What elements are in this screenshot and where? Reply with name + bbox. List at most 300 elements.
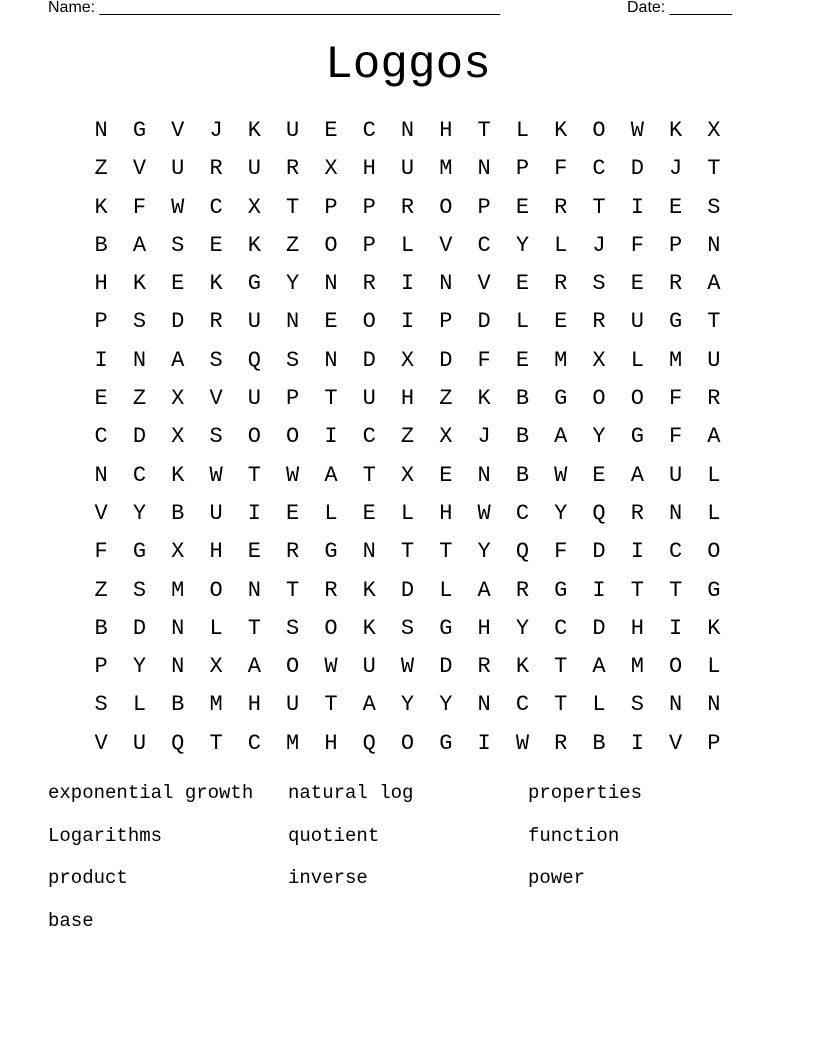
grid-letter: C	[554, 615, 568, 641]
grid-letter: O	[707, 539, 721, 565]
grid-letter: R	[477, 654, 491, 680]
word-bank-item: inverse	[288, 867, 368, 889]
grid-letter: X	[247, 194, 261, 220]
grid-letter: E	[592, 462, 606, 488]
grid-letter: Q	[592, 500, 606, 526]
grid-letter: F	[554, 156, 568, 182]
grid-letter: G	[132, 539, 147, 565]
grid-letter: F	[94, 539, 108, 565]
grid-letter: K	[362, 615, 376, 641]
grid-letter: B	[94, 232, 108, 258]
grid-letter: G	[669, 309, 683, 335]
grid-letter: R	[630, 500, 644, 526]
grid-letter: B	[515, 462, 530, 488]
word-bank-item: properties	[528, 782, 643, 804]
puzzle-title: Loggos	[325, 39, 491, 91]
grid-letter: A	[324, 462, 338, 488]
grid-letter: W	[630, 118, 644, 143]
grid-letter: E	[439, 462, 453, 488]
grid-letter: K	[132, 271, 147, 297]
grid-letter: J	[209, 118, 223, 143]
grid-letter: E	[94, 386, 108, 412]
grid-letter: A	[362, 692, 376, 718]
grid-letter: I	[400, 271, 415, 297]
grid-letter: E	[171, 271, 185, 297]
grid-letter: J	[592, 232, 606, 258]
grid-letter: Y	[477, 539, 491, 565]
grid-letter: O	[669, 654, 683, 680]
grid-letter: R	[400, 194, 415, 220]
grid-letter: Y	[592, 424, 606, 450]
grid-letter: B	[515, 424, 530, 450]
grid-letter: X	[324, 156, 338, 182]
grid-letter: Q	[247, 347, 261, 373]
grid-letter: K	[515, 654, 530, 680]
grid-letter: U	[400, 156, 415, 182]
grid-letter: G	[247, 271, 261, 297]
grid-letter: C	[132, 462, 147, 488]
grid-letter: D	[171, 309, 185, 335]
grid-letter: I	[669, 615, 683, 641]
grid-letter: A	[707, 424, 721, 450]
grid-letter: V	[94, 730, 108, 756]
grid-letter: N	[362, 539, 376, 565]
grid-letter: T	[362, 462, 376, 488]
grid-letter: T	[247, 615, 261, 641]
grid-letter: K	[94, 194, 108, 220]
grid-letter: U	[707, 347, 721, 373]
grid-letter: R	[286, 156, 300, 182]
grid-letter: H	[439, 118, 453, 143]
grid-letter: O	[324, 232, 338, 258]
date-field-label: Date: _______	[627, 0, 732, 16]
grid-letter: K	[362, 577, 376, 603]
grid-letter: D	[477, 309, 491, 335]
grid-letter: H	[439, 500, 453, 526]
grid-letter: P	[286, 386, 300, 412]
grid-letter: O	[592, 386, 606, 412]
grid-letter: N	[477, 692, 491, 718]
grid-letter: F	[554, 539, 568, 565]
grid-letter: E	[286, 500, 300, 526]
grid-letter: O	[209, 577, 223, 603]
grid-letter: A	[247, 654, 261, 680]
grid-letter: S	[209, 347, 223, 373]
grid-letter: H	[209, 539, 223, 565]
grid-letter: I	[400, 309, 415, 335]
grid-letter: P	[94, 654, 108, 680]
grid-letter: U	[669, 462, 683, 488]
grid-letter: S	[707, 194, 721, 220]
grid-letter: Y	[132, 500, 147, 526]
grid-letter: R	[707, 386, 721, 412]
grid-letter: X	[439, 424, 453, 450]
grid-letter: S	[171, 232, 185, 258]
grid-letter: B	[171, 500, 185, 526]
grid-letter: T	[477, 118, 491, 143]
grid-letter: L	[439, 577, 453, 603]
grid-letter: I	[630, 730, 644, 756]
grid-letter: K	[477, 386, 491, 412]
grid-letter: K	[247, 118, 261, 143]
grid-letter: U	[132, 730, 147, 756]
grid-letter: V	[669, 730, 683, 756]
grid-letter: D	[400, 577, 415, 603]
grid-letter: S	[209, 424, 223, 450]
grid-letter: Y	[515, 615, 530, 641]
grid-letter: N	[707, 232, 721, 258]
grid-letter: N	[286, 309, 300, 335]
word-bank-item: function	[528, 824, 620, 847]
grid-letter: R	[324, 577, 338, 603]
grid-letter: P	[439, 309, 453, 335]
grid-letter: F	[669, 424, 683, 450]
word-bank-item: quotient	[288, 824, 380, 847]
grid-letter: Q	[515, 539, 530, 565]
grid-letter: I	[324, 424, 338, 450]
grid-letter: S	[286, 615, 300, 641]
grid-letter: R	[209, 156, 223, 182]
grid-letter: O	[630, 386, 644, 412]
grid-letter: T	[209, 730, 223, 756]
grid-letter: T	[669, 577, 683, 603]
grid-letter: T	[630, 577, 644, 603]
grid-letter: C	[669, 539, 683, 565]
grid-letter: S	[132, 309, 147, 335]
grid-letter: D	[630, 156, 644, 182]
grid-letter: C	[515, 692, 530, 718]
grid-letter: T	[286, 577, 300, 603]
grid-letter: P	[669, 232, 683, 258]
grid-letter: Z	[286, 232, 300, 258]
word-bank-item: base	[48, 909, 94, 932]
grid-letter: W	[286, 462, 300, 488]
grid-letter: N	[324, 271, 338, 297]
grid-letter: W	[171, 194, 185, 220]
grid-letter: T	[324, 386, 338, 412]
grid-letter: Z	[400, 424, 415, 450]
grid-letter: F	[669, 386, 683, 412]
grid-letter: K	[554, 118, 568, 143]
grid-letter: E	[247, 539, 261, 565]
grid-letter: M	[171, 577, 185, 603]
grid-letter: D	[439, 654, 453, 680]
grid-letter: D	[132, 615, 147, 641]
grid-letter: G	[554, 386, 568, 412]
grid-letter: I	[630, 539, 644, 565]
grid-letter: D	[592, 615, 606, 641]
grid-letter: C	[515, 500, 530, 526]
word-bank-item: natural log	[288, 782, 414, 804]
grid-letter: E	[515, 194, 530, 220]
word-bank-item: power	[528, 867, 586, 889]
grid-letter: S	[94, 692, 108, 718]
grid-letter: L	[209, 615, 223, 641]
grid-letter: H	[94, 271, 108, 297]
grid-letter: X	[400, 347, 415, 373]
grid-letter: K	[669, 118, 683, 143]
grid-letter: T	[439, 539, 453, 565]
grid-letter: T	[554, 692, 568, 718]
grid-letter: D	[439, 347, 453, 373]
grid-letter: L	[707, 654, 721, 680]
word-bank-item: Logarithms	[48, 824, 163, 847]
grid-letter: M	[439, 156, 453, 182]
grid-letter: P	[362, 232, 376, 258]
grid-letter: L	[400, 500, 415, 526]
grid-letter: E	[515, 347, 530, 373]
grid-letter: A	[630, 462, 644, 488]
grid-letter: M	[669, 347, 683, 373]
grid-letter: P	[94, 309, 108, 335]
grid-letter: B	[171, 692, 185, 718]
grid-letter: M	[286, 730, 300, 756]
grid-letter: P	[707, 730, 721, 756]
grid-letter: R	[554, 730, 568, 756]
grid-letter: E	[630, 271, 644, 297]
grid-letter: E	[209, 232, 223, 258]
grid-letter: M	[209, 692, 223, 718]
grid-letter: G	[554, 577, 568, 603]
grid-letter: N	[669, 500, 683, 526]
grid-letter: S	[592, 271, 606, 297]
grid-letter: T	[286, 194, 300, 220]
grid-letter: N	[669, 692, 683, 718]
grid-letter: C	[247, 730, 261, 756]
grid-letter: U	[630, 309, 644, 335]
grid-letter: E	[324, 309, 338, 335]
grid-letter: U	[362, 386, 376, 412]
grid-letter: O	[247, 424, 261, 450]
grid-letter: Z	[439, 386, 453, 412]
grid-letter: D	[132, 424, 147, 450]
grid-letter: R	[286, 539, 300, 565]
grid-letter: B	[94, 615, 108, 641]
grid-letter: U	[171, 156, 185, 182]
grid-letter: K	[247, 232, 261, 258]
grid-letter: H	[630, 615, 644, 641]
grid-letter: O	[592, 118, 606, 143]
grid-letter: A	[477, 577, 491, 603]
grid-letter: I	[592, 577, 606, 603]
grid-letter: L	[707, 500, 721, 526]
grid-letter: N	[94, 118, 108, 143]
grid-letter: C	[362, 424, 376, 450]
grid-letter: V	[94, 500, 108, 526]
grid-letter: G	[324, 539, 338, 565]
grid-letter: G	[707, 577, 721, 603]
grid-letter: H	[400, 386, 415, 412]
grid-letter: E	[324, 118, 338, 143]
grid-letter: N	[439, 271, 453, 297]
grid-letter: V	[171, 118, 185, 143]
grid-letter: C	[209, 194, 223, 220]
grid-letter: N	[94, 462, 108, 488]
grid-letter: M	[554, 347, 568, 373]
grid-letter: A	[171, 347, 185, 373]
grid-letter: R	[554, 271, 568, 297]
grid-letter: W	[324, 654, 338, 680]
grid-letter: Y	[515, 232, 530, 258]
grid-letter: R	[554, 194, 568, 220]
header	[48, 0, 748, 20]
grid-letter: T	[324, 692, 338, 718]
name-field-label: Name: _____________________________________________	[48, 0, 500, 16]
grid-letter: A	[707, 271, 721, 297]
grid-letter: G	[439, 615, 453, 641]
grid-letter: R	[209, 309, 223, 335]
grid-letter: X	[400, 462, 415, 488]
grid-letter: Q	[171, 730, 185, 756]
grid-letter: O	[286, 424, 300, 450]
grid-letter: M	[630, 654, 644, 680]
grid-letter: U	[286, 692, 300, 718]
grid-letter: N	[132, 347, 147, 373]
grid-letter: L	[515, 118, 530, 143]
grid-letter: Y	[400, 692, 415, 718]
grid-letter: I	[247, 500, 261, 526]
grid-letter: I	[477, 730, 491, 756]
grid-letter: L	[630, 347, 644, 373]
grid-letter: X	[171, 424, 185, 450]
grid-letter: L	[132, 692, 147, 718]
grid-letter: E	[362, 500, 376, 526]
grid-letter: P	[515, 156, 530, 182]
grid-letter: H	[324, 730, 338, 756]
grid-letter: N	[247, 577, 261, 603]
grid-letter: Z	[94, 577, 108, 603]
grid-letter: X	[707, 118, 721, 143]
grid-letter: F	[132, 194, 147, 220]
grid-letter: O	[400, 730, 415, 756]
grid-letter: K	[707, 615, 721, 641]
grid-letter: V	[132, 156, 147, 182]
grid-letter: Q	[362, 730, 376, 756]
grid-letter: H	[362, 156, 376, 182]
grid-letter: H	[477, 615, 491, 641]
grid-letter: U	[247, 309, 261, 335]
grid-letter: Y	[286, 271, 300, 297]
grid-letter: E	[554, 309, 568, 335]
grid-letter: R	[592, 309, 606, 335]
grid-letter: S	[400, 615, 415, 641]
grid-letter: E	[515, 271, 530, 297]
grid-letter: W	[477, 500, 491, 526]
grid-letter: N	[477, 462, 491, 488]
grid-letter: W	[209, 462, 223, 488]
grid-letter: O	[362, 309, 376, 335]
grid-letter: L	[592, 692, 606, 718]
grid-letter: O	[286, 654, 300, 680]
grid-letter: N	[477, 156, 491, 182]
grid-letter: G	[630, 424, 644, 450]
grid-letter: C	[94, 424, 108, 450]
grid-letter: V	[477, 271, 491, 297]
grid-letter: O	[324, 615, 338, 641]
grid-letter: G	[132, 118, 147, 143]
grid-letter: R	[515, 577, 530, 603]
grid-letter: I	[630, 194, 644, 220]
word-bank-item: product	[48, 867, 128, 889]
grid-letter: T	[400, 539, 415, 565]
grid-letter: W	[554, 462, 568, 488]
grid-letter: K	[209, 271, 223, 297]
grid-letter: S	[630, 692, 644, 718]
grid-letter: O	[439, 194, 453, 220]
grid-letter: B	[592, 730, 606, 756]
grid-letter: G	[439, 730, 453, 756]
grid-letter: S	[286, 347, 300, 373]
grid-letter: T	[554, 654, 568, 680]
grid-letter: A	[592, 654, 606, 680]
grid-letter: A	[132, 232, 147, 258]
grid-letter: L	[707, 462, 721, 488]
grid-letter: I	[94, 347, 108, 373]
grid-letter: Y	[132, 654, 147, 680]
grid-letter: H	[247, 692, 261, 718]
grid-letter: T	[247, 462, 261, 488]
grid-letter: U	[286, 118, 300, 143]
grid-letter: W	[515, 730, 530, 756]
word-bank-item: exponential growth	[48, 782, 254, 804]
grid-letter: U	[247, 156, 261, 182]
grid-letter: Z	[94, 156, 108, 182]
grid-letter: L	[400, 232, 415, 258]
grid-letter: C	[477, 232, 491, 258]
grid-letter: V	[209, 386, 223, 412]
grid-letter: U	[247, 386, 261, 412]
grid-letter: Z	[132, 386, 147, 412]
grid-letter: J	[477, 424, 491, 450]
grid-letter: N	[707, 692, 721, 718]
grid-letter: L	[324, 500, 338, 526]
grid-letter: L	[515, 309, 530, 335]
grid-letter: E	[669, 194, 683, 220]
grid-letter: C	[362, 118, 376, 143]
grid-letter: X	[171, 539, 185, 565]
grid-letter: K	[171, 462, 185, 488]
word-bank	[48, 778, 768, 948]
grid-letter: P	[362, 194, 376, 220]
grid-letter: B	[515, 386, 530, 412]
grid-letter: W	[400, 654, 415, 680]
grid-letter: P	[477, 194, 491, 220]
grid-letter: D	[592, 539, 606, 565]
grid-letter: D	[362, 347, 376, 373]
grid-letter: Y	[439, 692, 453, 718]
grid-letter: A	[554, 424, 568, 450]
grid-letter: U	[362, 654, 376, 680]
grid-letter: R	[362, 271, 376, 297]
grid-letter: L	[554, 232, 568, 258]
grid-letter: N	[171, 654, 185, 680]
grid-letter: T	[707, 309, 721, 335]
grid-letter: C	[592, 156, 606, 182]
grid-letter: Y	[554, 500, 568, 526]
grid-letter: X	[592, 347, 606, 373]
grid-letter: N	[400, 118, 415, 143]
grid-letter: F	[477, 347, 491, 373]
grid-letter: N	[324, 347, 338, 373]
letter-grid	[82, 112, 733, 763]
grid-letter: J	[669, 156, 683, 182]
grid-letter: T	[707, 156, 721, 182]
grid-letter: P	[324, 194, 338, 220]
grid-letter: V	[439, 232, 453, 258]
grid-letter: R	[669, 271, 683, 297]
grid-letter: N	[171, 615, 185, 641]
grid-letter: X	[209, 654, 223, 680]
